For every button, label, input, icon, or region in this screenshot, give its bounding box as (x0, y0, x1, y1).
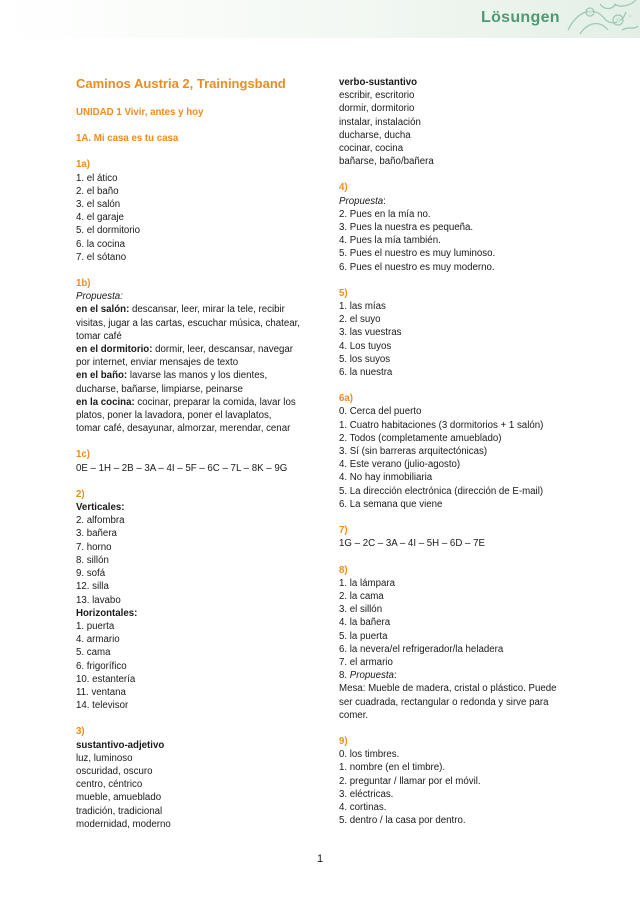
answer-line: 6. Pues el nuestro es muy moderno. (339, 261, 495, 273)
answer-text: cocinar, preparar la comida, lavar los (134, 396, 296, 408)
exercise-heading: 7) (339, 525, 348, 537)
answer-line: 9. sofá (76, 568, 106, 580)
exercise-heading: 8) (339, 564, 348, 576)
answer-line: 6. la nuestra (339, 367, 393, 379)
answer-line: tomar café, desayunar, almorzar, merendar, cenar (76, 423, 291, 435)
answer-line: 6. frigorífico (76, 660, 127, 672)
answer-line: 2. preguntar / llamar por el móvil. (339, 775, 481, 787)
room-label: en el dormitorio: (76, 344, 153, 356)
exercise-6a (339, 392, 569, 511)
answer-line: 1G – 2C – 3A – 4I – 5H – 6D – 7E (339, 538, 485, 550)
answer-line: 10. estantería (76, 673, 136, 685)
answer-line: 5. dentro / la casa por dentro. (339, 815, 466, 827)
exercise-heading: 4) (339, 182, 348, 194)
answer-line: 2. el baño (76, 185, 119, 197)
exercise-heading: 1a) (76, 159, 91, 171)
answer-line: 4. armario (76, 634, 120, 646)
answer-text: lavarse las manos y los dientes, (127, 370, 268, 382)
answer-line: 3. Sí (sin barreras arquitectónicas) (339, 446, 488, 458)
answer-line: 1. nombre (en el timbre). (339, 762, 446, 774)
category-label: verbo-sustantivo (339, 77, 418, 88)
answer-line: 1. las mías (339, 301, 386, 313)
answer-line: escribir, escritorio (339, 90, 415, 102)
verticales-label: Verticales: (76, 502, 125, 514)
answer-line (76, 369, 306, 382)
exercise-2 (76, 488, 306, 712)
answer-line: ducharse, bañarse, limpiarse, peinarse (76, 383, 243, 395)
exercise-1a (76, 158, 306, 264)
answer-line: 1. el ático (76, 172, 118, 184)
answer-line: tomar café (76, 330, 122, 342)
answer-line: ducharse, ducha (339, 129, 411, 141)
propuesta-label: Propuesta (339, 195, 384, 207)
item-number: 8. (339, 670, 350, 682)
answer-line: 4. cortinas. (339, 801, 387, 813)
answer-line: 2. Pues en la mía no. (339, 208, 431, 220)
exercise-heading: 1c) (76, 449, 91, 461)
exercise-3-continued (339, 76, 569, 168)
exercise-8 (339, 564, 569, 722)
answer-line: 7. el armario (339, 656, 393, 668)
answer-line: tradición, tradicional (76, 805, 163, 817)
answer-line: 5. La dirección electrónica (dirección de E-mail) (339, 485, 544, 497)
right-column (339, 76, 569, 840)
answer-line: 2. el suyo (339, 314, 381, 326)
propuesta-line (339, 195, 569, 208)
exercise-4 (339, 181, 569, 273)
answer-line: 3. las vuestras (339, 327, 402, 339)
answer-line: 4. Los tuyos (339, 340, 392, 352)
answer-line: 3. el sillón (339, 604, 383, 616)
answer-line: 4. Este verano (julio-agosto) (339, 459, 461, 471)
room-label: en el salón: (76, 304, 130, 316)
answer-line: bañarse, baño/bañera (339, 156, 434, 168)
exercise-heading: 3) (76, 726, 85, 738)
propuesta-colon: : (383, 195, 386, 207)
header-bar (0, 0, 640, 38)
category-label: sustantivo-adjetivo (76, 739, 165, 751)
answer-line: 6. la nevera/el refrigerador/la heladera (339, 643, 504, 655)
horizontales-label: Horizontales: (76, 607, 138, 619)
answer-line: 2. alfombra (76, 515, 125, 527)
answer-line: por internet, enviar mensajes de texto (76, 357, 239, 369)
answer-line: 1. la lámpara (339, 577, 396, 589)
answer-line: instalar, instalación (339, 116, 421, 128)
exercise-1b (76, 277, 306, 435)
answer-line: 14. televisor (76, 700, 129, 712)
propuesta-label: Propuesta: (76, 291, 123, 303)
answer-line: 4. la bañera (339, 617, 391, 629)
answer-line: 4. el garaje (76, 212, 124, 224)
answer-line: 4. Pues la mía también. (339, 235, 441, 247)
propuesta-label: Propuesta (349, 670, 394, 682)
exercise-5 (339, 287, 569, 379)
answer-line: 13. lavabo (76, 594, 121, 606)
answer-line: centro, céntrico (76, 779, 143, 791)
answer-line: 0. Cerca del puerto (339, 406, 422, 418)
exercise-1c (76, 448, 306, 474)
answer-line: 6. La semana que viene (339, 498, 443, 510)
answer-line (76, 343, 306, 356)
book-title: Caminos Austria 2, Trainingsband (76, 76, 286, 91)
answer-line: 3. eléctricas. (339, 788, 394, 800)
answer-line (76, 303, 306, 316)
answer-line: 7. el sótano (76, 251, 127, 263)
unit-title: UNIDAD 1 Vivir, antes y hoy (76, 107, 204, 118)
exercise-heading: 6a) (339, 393, 354, 405)
answer-line: 6. la cocina (76, 238, 126, 250)
answer-line: 5. Pues el nuestro es muy luminoso. (339, 248, 496, 260)
answer-line: 0. los timbres. (339, 749, 400, 761)
propuesta-colon: : (393, 670, 397, 682)
answer-line: 5. la puerta (339, 630, 388, 642)
answer-line: 0E – 1H – 2B – 3A – 4I – 5F – 6C – 7L – 8K – 9G (76, 462, 288, 474)
header-title: Lösungen (481, 9, 560, 26)
answer-line: 11. ventana (76, 686, 126, 698)
answer-line: visitas, jugar a las cartas, escuchar música, chatear, (76, 317, 300, 329)
exercise-heading: 2) (76, 488, 85, 500)
answer-line: 2. la cama (339, 590, 384, 602)
lesson-title: 1A. Mi casa es tu casa (76, 133, 179, 145)
exercise-3 (76, 725, 306, 831)
propuesta-line (339, 669, 569, 682)
exercise-9 (339, 735, 569, 827)
answer-line: 2. Todos (completamente amueblado) (339, 432, 502, 444)
exercise-heading: 5) (339, 287, 348, 299)
answer-line: 3. el salón (76, 199, 121, 211)
answer-line: oscuridad, oscuro (76, 765, 153, 777)
answer-line: comer. (339, 709, 369, 721)
room-label: en el baño: (76, 370, 128, 382)
exercise-7 (339, 524, 569, 550)
answer-line: 1. puerta (76, 620, 115, 632)
answer-line: Mesa: Mueble de madera, cristal o plástico. Puede (339, 683, 557, 695)
exercise-heading: 1b) (76, 278, 91, 290)
answer-line: modernidad, moderno (76, 818, 171, 830)
answer-line: 5. los suyos (339, 353, 391, 365)
answer-line: ser cuadrada, rectangular o redonda y sirve para (339, 696, 549, 708)
answer-line: 3. Pues la nuestra es pequeña. (339, 222, 474, 234)
answer-text: descansar, leer, mirar la tele, recibir (129, 304, 285, 316)
floral-ornament-icon (560, 0, 640, 38)
answer-line: 5. cama (76, 647, 111, 659)
left-column (76, 76, 306, 844)
answer-line: cocinar, cocina (339, 143, 404, 155)
answer-line: 5. el dormitorio (76, 225, 141, 237)
answer-line: 7. horno (76, 541, 112, 553)
answer-line (76, 396, 306, 409)
page-number: 1 (316, 853, 324, 865)
answer-line: 1. Cuatro habitaciones (3 dormitorios + 1 salón) (339, 419, 544, 431)
room-label: en la cocina: (76, 396, 135, 408)
answer-text: dormir, leer, descansar, navegar (152, 344, 293, 356)
answer-line: mueble, amueblado (76, 792, 162, 804)
answer-line: 8. sillón (76, 554, 109, 566)
answer-line: platos, poner la lavadora, poner el lavaplatos, (76, 410, 272, 422)
answer-line: luz, luminoso (76, 752, 133, 764)
answer-line: dormir, dormitorio (339, 103, 415, 115)
answer-line: 3. bañera (76, 528, 117, 540)
answer-line: 12. silla (76, 581, 109, 593)
exercise-heading: 9) (339, 735, 348, 747)
answer-line: 4. No hay inmobiliaria (339, 472, 433, 484)
